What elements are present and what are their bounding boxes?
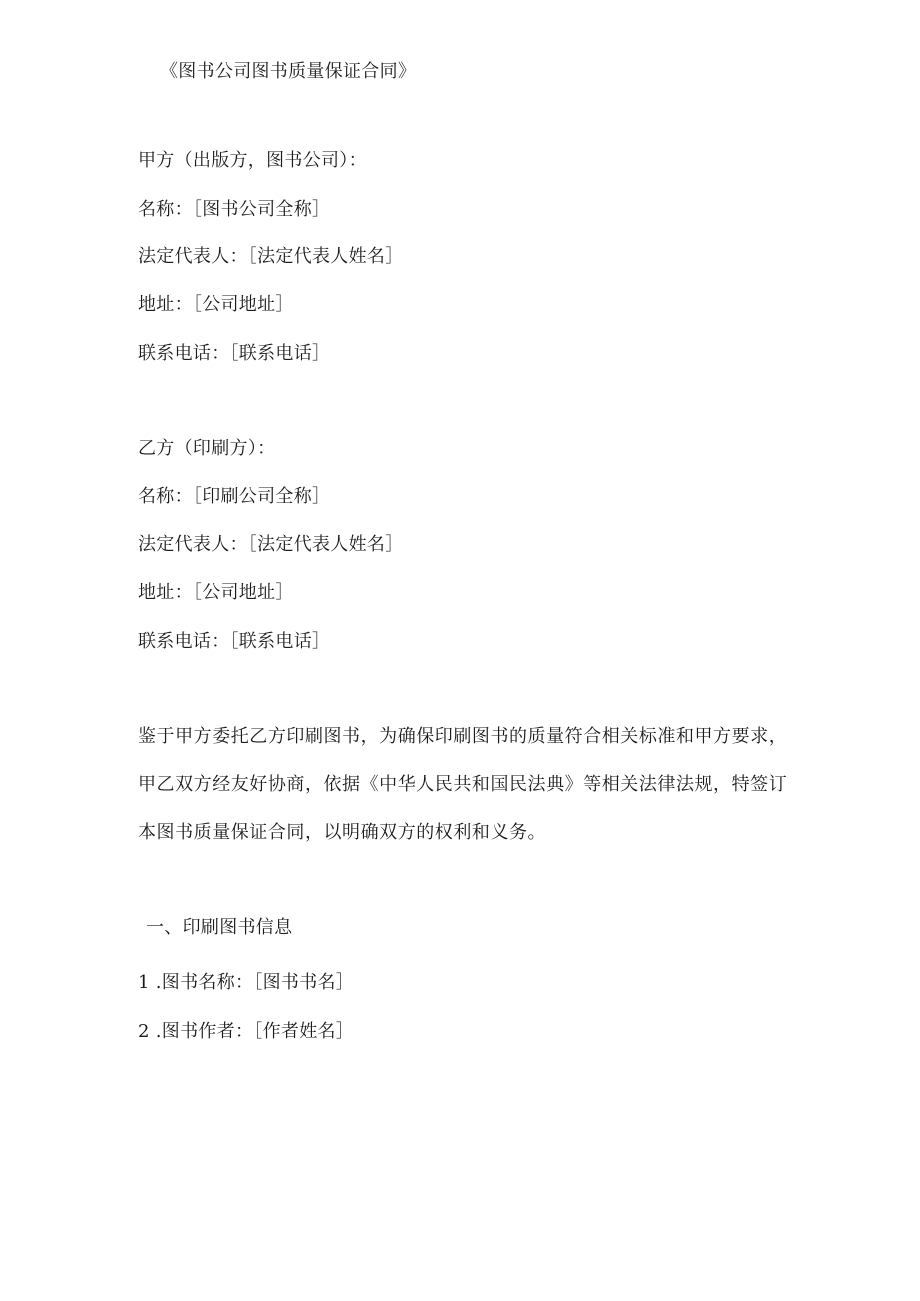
party-a-name: 名称：［图书公司全称］ — [138, 199, 331, 220]
party-b-address: 地址：［公司地址］ — [138, 582, 294, 603]
section-1-heading: 一、印刷图书信息 — [146, 917, 293, 938]
party-a-address: 地址：［公司地址］ — [138, 294, 294, 315]
party-b-phone: 联系电话：［联系电话］ — [138, 631, 331, 652]
preamble-line-1: 鉴于甲方委托乙方印刷图书，为确保印刷图书的质量符合相关标准和甲方要求， — [138, 726, 788, 747]
party-a-phone: 联系电话：［联系电话］ — [138, 343, 331, 364]
section-1-item-1: 1 .图书名称：［图书书名］ — [138, 972, 355, 993]
document-title: 《图书公司图书质量保证合同》 — [160, 61, 417, 82]
party-b-representative: 法定代表人：［法定代表人姓名］ — [138, 534, 404, 555]
party-b-name: 名称：［印刷公司全称］ — [138, 486, 331, 507]
party-a-representative: 法定代表人：［法定代表人姓名］ — [138, 246, 404, 267]
preamble-line-3: 本图书质量保证合同，以明确双方的权利和义务。 — [138, 822, 547, 843]
party-a-heading: 甲方（出版方，图书公司）： — [138, 150, 367, 171]
section-1-item-2: 2 .图书作者：［作者姓名］ — [138, 1021, 355, 1042]
preamble-line-2: 甲乙双方经友好协商，依据《中华人民共和国民法典》等相关法律法规，特签订 — [138, 774, 788, 795]
party-b-heading: 乙方（印刷方）： — [138, 438, 276, 459]
